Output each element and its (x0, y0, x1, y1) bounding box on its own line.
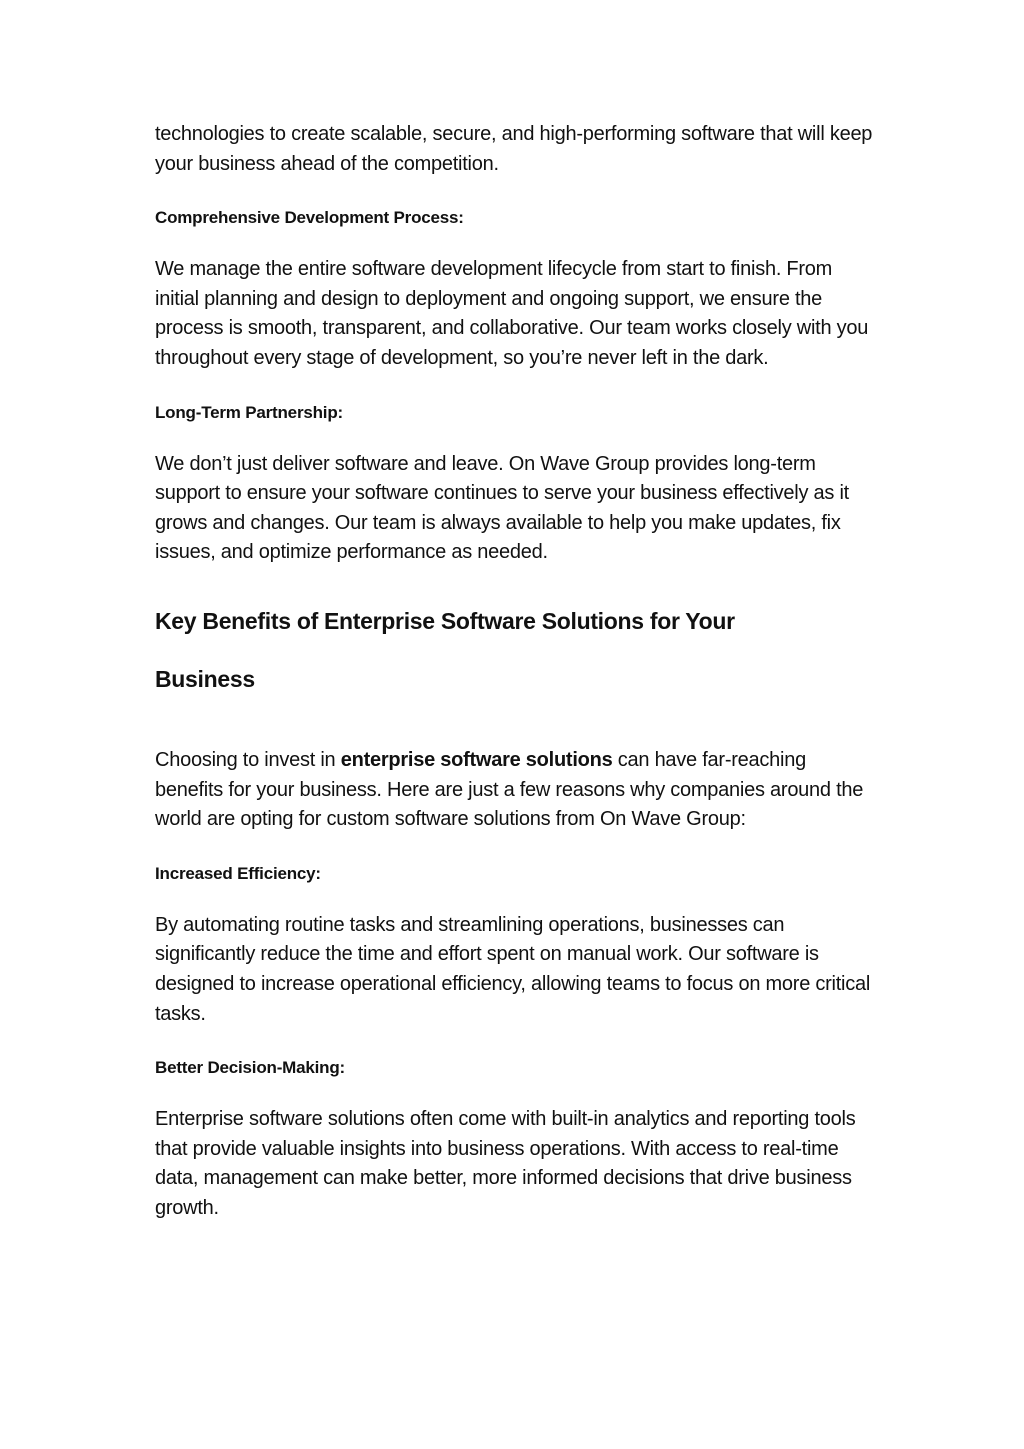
benefit-text-better-decision-making: Enterprise software solutions often come with built-in analytics and reporting tools that provide valuable insights into business operations. With access to real-time data, management can make better, more informed decisions that drive business growth. (155, 1108, 856, 1219)
document-content (155, 120, 875, 1223)
benefits-intro-after: can have far-reaching benefits for your business. Here are just a few reasons why companies around the world are opting for custom software solutions from On Wave Group: (155, 748, 864, 831)
benefit-heading-better-decision-making: Better Decision-Making: (155, 1058, 345, 1078)
benefit-heading-increased-efficiency: Increased Efficiency: (155, 863, 321, 883)
section-heading-long-term-partnership: Long-Term Partnership: (155, 402, 343, 422)
benefits-intro-paragraph (155, 746, 875, 835)
main-heading-line-1: Key Benefits of Enterprise Software Solutions for Your (155, 607, 735, 634)
section-text-long-term-partnership: We don’t just deliver software and leave. On Wave Group provides long-term support to ensure your software continues to serve your business effectively as it grows and changes. Our team is always available to help you make updates, fix issues, and optimize performance as needed. (155, 452, 849, 564)
intro-paragraph: technologies to create scalable, secure, and high-performing software that will keep your business ahead of the competition. (155, 123, 873, 175)
section-heading-development-process: Comprehensive Development Process: (155, 208, 464, 228)
benefit-text-increased-efficiency: By automating routine tasks and streamlining operations, businesses can significantly reduce the time and effort spent on manual work. Our software is designed to increase operational efficiency, allowing teams to focus on more critical tasks. (155, 913, 871, 1025)
benefits-intro-bold: enterprise software solutions (340, 748, 613, 771)
benefits-intro-before: Choosing to invest in (155, 748, 341, 771)
section-text-development-process: We manage the entire software development lifecycle from start to finish. From initial planning and design to deployment and ongoing support, we ensure the process is smooth, transparent, and collaborative. Our team works closely with you throughout every stage of development, so you’re never left in the dark. (155, 258, 869, 369)
main-heading-line-2: Business (155, 665, 255, 692)
